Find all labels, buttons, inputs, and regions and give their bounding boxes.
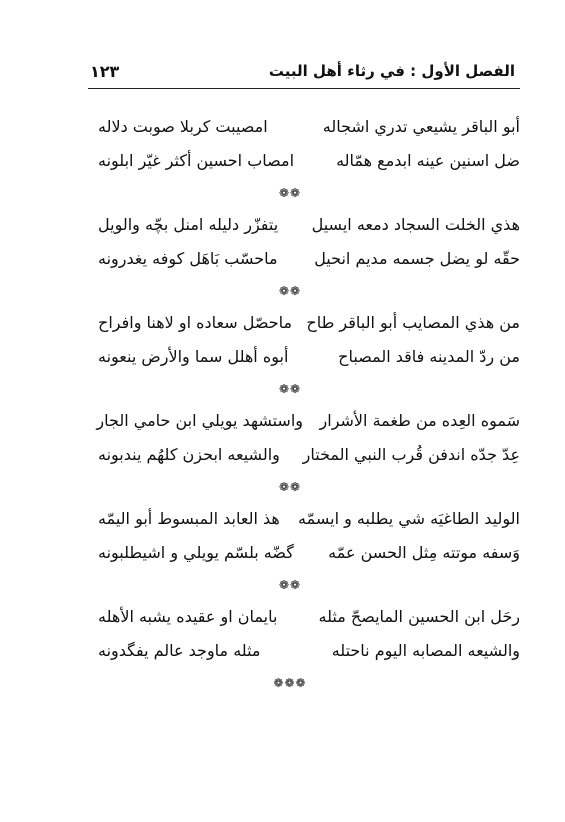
stanza xyxy=(60,602,520,696)
verse-line xyxy=(60,538,520,572)
stanza-separator: ❁❁ xyxy=(278,578,302,592)
stanza xyxy=(60,210,520,304)
second-hemistich: بايمان او عقيده يشبه الأهله xyxy=(98,607,278,626)
stanza xyxy=(60,308,520,402)
first-hemistich: حقّه لو يضل جسمه مديم انحيل xyxy=(314,249,520,268)
verse-line xyxy=(60,440,520,474)
second-hemistich: گضّه بلسّم يويلي و اشيطلبونه xyxy=(98,543,294,562)
verse-line xyxy=(60,210,520,244)
second-hemistich: ماحسّب بَاهَل كوفه يغدرونه xyxy=(98,249,278,268)
verse-line xyxy=(60,244,520,278)
running-header xyxy=(90,62,515,86)
first-hemistich: من هذي المصايب أبو الباقر طاح xyxy=(306,313,520,332)
end-ornament: ❁❁❁ xyxy=(273,676,307,690)
second-hemistich: ماحصّل سعاده او لاهنا وافراح xyxy=(98,313,293,332)
verse-line xyxy=(60,112,520,146)
first-hemistich: والشيعه المصابه اليوم ناحتله xyxy=(331,641,520,660)
stanza xyxy=(60,504,520,598)
stanza-separator: ❁❁ xyxy=(278,186,302,200)
verse-line xyxy=(60,504,520,538)
second-hemistich: أبوه أهلل سما والأرض ينعونه xyxy=(98,347,289,366)
verse-line xyxy=(60,406,520,440)
verse-line xyxy=(60,602,520,636)
second-hemistich: مثله ماوجد عالم يفگدونه xyxy=(98,641,261,660)
verse-line xyxy=(60,308,520,342)
verse-line xyxy=(60,146,520,180)
first-hemistich: رحَل ابن الحسين المايصحّ مثله xyxy=(318,607,520,626)
stanza xyxy=(60,112,520,206)
second-hemistich: يتفزّر دليله امنل بچّه والويل xyxy=(98,215,279,234)
first-hemistich: أبو الباقر يشيعي تدري اشجاله xyxy=(322,117,520,136)
chapter-title: الفصل الأول : في رثاء أهل البيت xyxy=(268,62,515,80)
stanza-separator: ❁❁ xyxy=(278,480,302,494)
verse-line xyxy=(60,636,520,670)
second-hemistich: امصاب احسين أكثر غيّر ابلونه xyxy=(98,151,295,170)
first-hemistich: من ردّ المدينه فاقد المصباح xyxy=(338,347,520,366)
stanza-separator: ❁❁ xyxy=(278,382,302,396)
page-number: ١٢٣ xyxy=(90,62,120,81)
stanza xyxy=(60,406,520,500)
first-hemistich: وَسفه موتته مِثل الحسن عمّه xyxy=(328,543,520,562)
second-hemistich: والشيعه ابحزن كلهُم يندبونه xyxy=(98,445,280,464)
first-hemistich: ضل اسنين عينه ابدمع همّاله xyxy=(336,151,520,170)
stanza-separator: ❁❁ xyxy=(278,284,302,298)
first-hemistich: سَموه العِده من طغمة الأشرار xyxy=(319,411,520,430)
first-hemistich: عِدّ جدّه اندفن قُرب النبي المختار xyxy=(302,445,520,464)
second-hemistich: هذ العابد المبسوط أبو اليمّه xyxy=(98,509,280,528)
poem-body xyxy=(60,112,520,700)
second-hemistich: واستشهد يويلي ابن حامي الجار xyxy=(96,411,303,430)
verse-line xyxy=(60,342,520,376)
second-hemistich: امصيبت كربلا صوبت دلاله xyxy=(98,117,268,136)
header-rule xyxy=(88,88,520,89)
first-hemistich: هذي الخلت السجاد دمعه ايسيل xyxy=(311,215,520,234)
first-hemistich: الوليد الطاغيَه شي يطلبه و ايسمّه xyxy=(298,509,520,528)
